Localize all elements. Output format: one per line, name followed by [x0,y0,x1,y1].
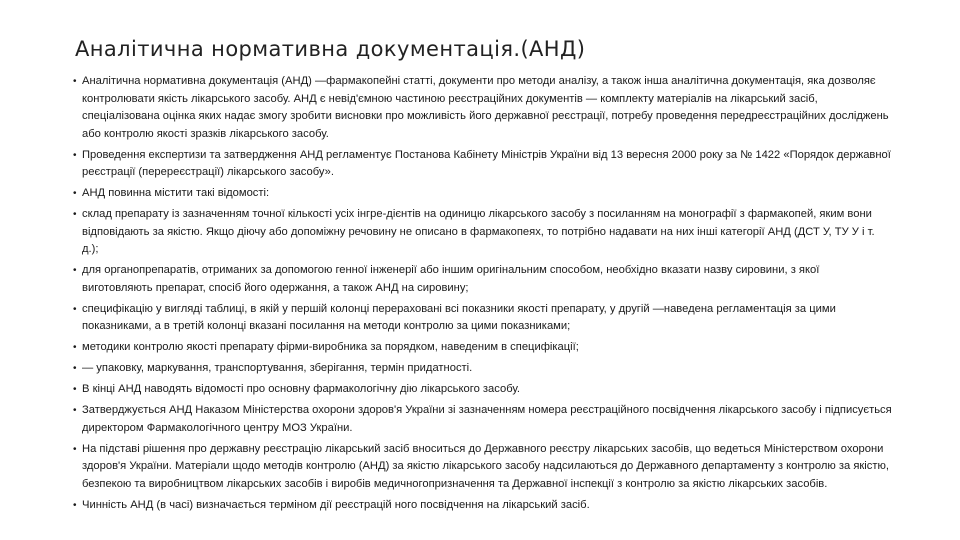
bullet-item [73,360,893,378]
bullet-text: — упаковку, маркування, транспортування, зберігання, термін придатності. [82,362,473,374]
bullet-text: АНД повинна містити такі відомості: [82,187,270,199]
bullet-text: склад препарату із зазначенням точної кількості усіх інгре-дієнтів на одиницю лікарського засобу з посиланням на монографії з фармакопей, яким вони відповідають за якістю. Якщо діючу або допоміжну речовину не описано в фармакопеях, то потрібно надавати на них інші категорії АНД (ДСТ У, ТУ У і т. д.); [82,208,875,255]
bullet-text: методики контролю якості препарату фірми-виробника за порядком, наведеним в специфікації; [82,341,579,353]
bullet-text: для органопрепаратів, отриманих за допомогою генної інженерії або іншим оригінальним способом, необхідно вказати назву сировини, з якої виготовляють препарат, спосіб його одержання, а також АНД на сировину; [82,264,820,294]
bullet-text: В кінці АНД наводять відомості про основну фармакологічну дію лікарського засобу. [82,383,520,395]
bullet-item [73,147,893,182]
bullet-text: Чинність АНД (в часі) визначається терміном дії реєстрацій ного посвідчення на лікарський засіб. [82,498,590,511]
bullet-icon: • [73,499,77,511]
bullet-item [73,497,893,515]
bullet-icon: • [73,443,77,455]
bullet-item [73,381,893,399]
bullet-item [73,441,893,494]
bullet-item [73,301,893,336]
bullet-icon: • [73,405,77,416]
bullet-icon: • [73,363,77,374]
bullet-item [73,339,893,357]
bullet-icon: • [73,149,77,161]
bullet-icon: • [73,265,77,276]
bullet-icon: • [73,209,77,220]
bullet-icon: • [73,342,77,353]
bullet-item [73,185,893,203]
bullet-text: специфікацію у вигляді таблиці, в якій у першій колонці перераховані всі показники якості препарату, у другій —наведена регламентація за цими показниками, а в третій колонці вказані посилання на методи контролю за цими показниками; [82,302,836,332]
slide-title: Аналітична нормативна документація.(АНД) [75,37,586,61]
bullet-item [73,402,893,437]
bullet-icon: • [73,303,77,315]
bullet-list [73,73,893,518]
bullet-text: Аналітична нормативна документація (АНД) —фармакопейні статті, документи про методи аналізу, а також інша аналітична документація, яка дозволяє контролювати якість лікарського засобу. АНД є невід'ємною частиною реєстраційних документів — комплекту матеріалів на лікарський засіб, спеціалізована оцінка яких надає змогу зробити висновки про можливість його державної реєстрації, потребу проведення передреєстраційних досліджень або контролю якості зразків лікарського засобу. [82,75,889,140]
bullet-item [73,262,893,297]
bullet-icon: • [73,188,77,199]
bullet-text: Затверджується АНД Наказом Міністерства охорони здоров'я України зі зазначенням номера реєстраційного посвідчення лікарського засобу і підписується директором Фармакологічного центру МОЗ України. [82,404,892,434]
bullet-icon: • [73,384,77,395]
bullet-icon: • [73,76,77,87]
bullet-text: На підставі рішення про державну реєстрацію лікарський засіб вноситься до Державного реєстру лікарських засобів, що ведеться Міністерством охорони здоров'я України. Матеріали щодо методів контролю (АНД) за якістю лікарського засобу надсилаються до Державного департаменту з контролю за якістю, безпекою та виробництвом лікарських засобів і виробів медичногопризначення та Державної інспекції з контролю за якістю лікарських засобів. [82,442,889,490]
bullet-item [73,73,893,143]
bullet-text: Проведення експертизи та затвердження АНД регламентує Постанова Кабінету Міністрів України від 13 вересня 2000 року за № 1422 «Порядок державної реєстрації (перереєстрації) лікарського засобу». [82,148,891,178]
bullet-item [73,206,893,259]
